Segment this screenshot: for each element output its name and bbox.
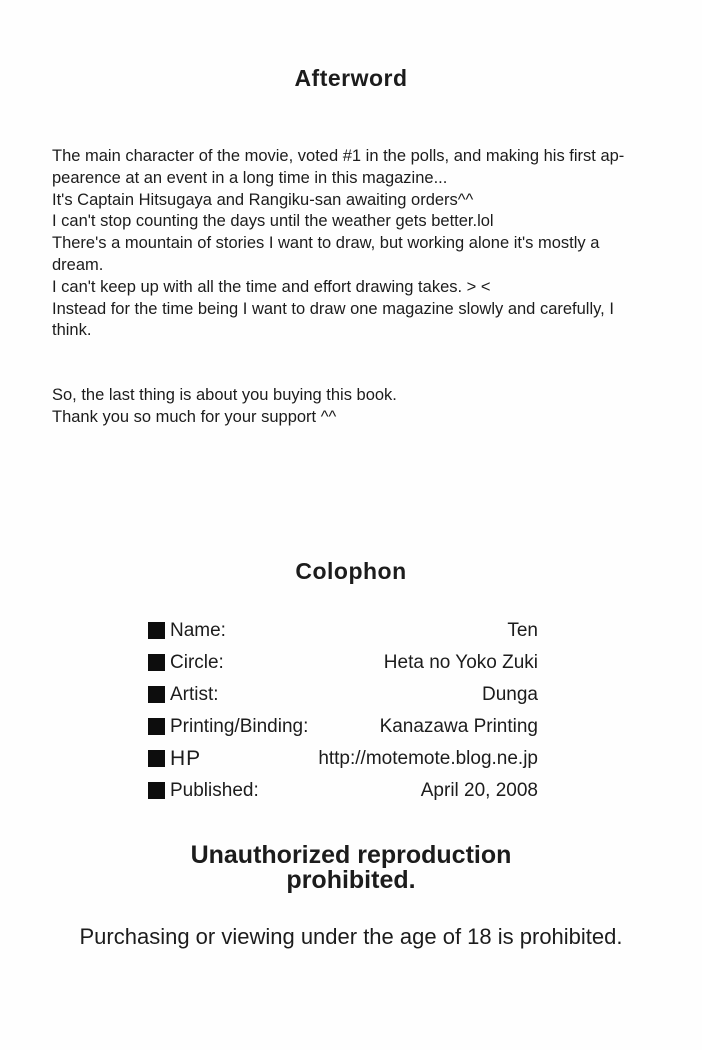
afterword-line: The main character of the movie, voted #1 in the polls, and making his first ap- <box>52 147 625 165</box>
afterword-line: It's Captain Hitsugaya and Rangiku-san awaiting orders^^ <box>52 190 474 209</box>
afterword-line: dream. <box>52 255 104 274</box>
colophon-row-artist <box>148 679 538 711</box>
afterword-line: pearence at an event in a long time in this magazine... <box>52 168 448 187</box>
colophon-value: April 20, 2008 <box>420 779 538 801</box>
colophon-label: HP <box>170 746 202 770</box>
colophon-list <box>148 615 538 807</box>
colophon-label: Circle: <box>170 651 224 673</box>
colophon-value: Dunga <box>482 683 538 705</box>
colophon-value: Kanazawa Printing <box>379 715 538 737</box>
afterword-closing <box>0 385 702 429</box>
colophon-row-hp <box>148 743 538 775</box>
reproduction-notice-line: Unauthorized reproduction <box>190 840 512 869</box>
colophon-label: Name: <box>170 619 226 641</box>
colophon-row-printing <box>148 711 538 743</box>
reproduction-notice-line: prohibited. <box>286 865 416 894</box>
afterword-line: There's a mountain of stories I want to draw, but working alone it's mostly a <box>52 234 600 253</box>
age-restriction-notice: Purchasing or viewing under the age of 18 is prohibited. <box>79 923 623 949</box>
closing-line: So, the last thing is about you buying this book. <box>52 386 397 405</box>
colophon-row-name <box>148 615 538 647</box>
colophon-title: Colophon <box>295 557 407 584</box>
colophon-value: Heta no Yoko Zuki <box>383 651 538 673</box>
bullet-square-icon <box>148 622 165 639</box>
bullet-square-icon <box>148 686 165 703</box>
afterword-title: Afterword <box>294 65 408 91</box>
afterword-line: think. <box>52 321 92 340</box>
colophon-label: Published: <box>170 779 259 801</box>
reproduction-notice <box>0 840 702 894</box>
colophon-label: Printing/Binding: <box>170 715 309 737</box>
colophon-row-circle <box>148 647 538 679</box>
colophon-row-published <box>148 775 538 807</box>
bullet-square-icon <box>148 782 165 799</box>
bullet-square-icon <box>148 654 165 671</box>
bullet-square-icon <box>148 718 165 735</box>
closing-line: Thank you so much for your support ^^ <box>52 407 337 426</box>
afterword-paragraph <box>0 146 702 342</box>
colophon-value: Ten <box>507 619 538 641</box>
afterword-line: I can't stop counting the days until the weather gets better.lol <box>52 212 494 231</box>
afterword-line: I can't keep up with all the time and effort drawing takes. > < <box>52 277 491 296</box>
colophon-label: Artist: <box>170 683 219 705</box>
afterword-line: Instead for the time being I want to draw one magazine slowly and carefully, I <box>52 299 614 318</box>
bullet-square-icon <box>148 750 165 767</box>
colophon-url: http://motemote.blog.ne.jp <box>318 747 538 769</box>
